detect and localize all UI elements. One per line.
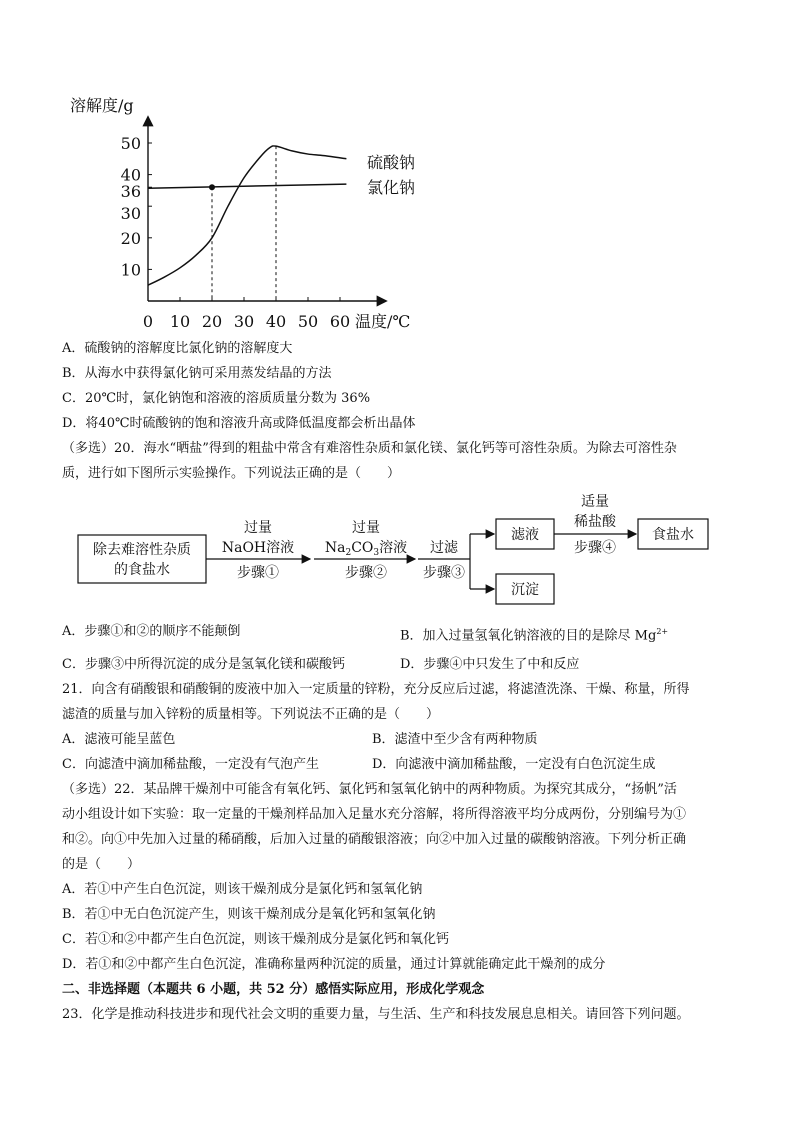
y-tick-label: 10 — [120, 260, 141, 280]
flow-step1-top: 过量 — [244, 520, 272, 536]
flow-step4-top2: 稀盐酸 — [574, 514, 616, 530]
section-2-heading: 二、非选择题（本题共 6 小题，共 52 分）感悟实际应用，形成化学观念 — [62, 982, 485, 997]
legend-sodium-chloride: 氯化钠 — [367, 178, 416, 197]
flow-start-line2: 的食盐水 — [114, 562, 170, 578]
flow-step2-bot: 步骤② — [345, 565, 387, 581]
q22-option-c: C．若①和②中都产生白色沉淀，则该干燥剂成分是氯化钙和氧化钙 — [62, 932, 449, 947]
flow-step3-bot: 步骤③ — [423, 565, 465, 581]
q22-stem-line1: （多选）22．某品牌干燥剂中可能含有氧化钙、氯化钙和氢氧化钠中的两种物质。为探究其成分，“扬帆”活 — [62, 782, 677, 797]
q21-option-c: C．向滤渣中滴加稀盐酸，一定没有气泡产生 — [62, 757, 319, 772]
flow-step2-mid: $Na_2CO_3$溶液 — [324, 540, 408, 558]
q22-stem-line3: 和②。向①中先加入过量的稀硝酸，后加入过量的硝酸银溶液；向②中加入过量的碳酸钠溶液。下列分析正确 — [62, 832, 687, 847]
y-tick-label: 20 — [120, 228, 141, 248]
q22-stem-line4: 的是（ ） — [62, 857, 141, 872]
q22-option-b: B．若①中无白色沉淀产生，则该干燥剂成分是氧化钙和氢氧化钠 — [62, 907, 436, 922]
solubility-chart — [0, 0, 794, 340]
q21-option-d: D．向滤液中滴加稀盐酸，一定没有白色沉淀生成 — [372, 757, 656, 772]
flow-end-label: 食盐水 — [652, 527, 694, 543]
q21-stem-line1: 21．向含有硝酸银和硝酸铜的废液中加入一定质量的锌粉，充分反应后过滤，将滤渣洗涤、干燥、称量，所得 — [62, 682, 690, 697]
y-axis-label: 溶解度/g — [70, 96, 134, 115]
x-tick-label: 0 — [142, 312, 154, 331]
q19-option-a: A．硫酸钠的溶解度比氯化钠的溶解度大 — [62, 341, 293, 356]
x-tick-label: 50 — [297, 312, 319, 331]
series-line-sodium-chloride — [148, 184, 346, 188]
q21-option-a: A．滤液可能呈蓝色 — [62, 732, 176, 747]
y-tick-label: 36 — [120, 182, 141, 202]
flow-step1-mid: NaOH溶液 — [221, 540, 295, 556]
x-tick-label: 10 — [169, 312, 191, 331]
flow-step4-bot: 步骤④ — [574, 540, 616, 556]
y-tick-label: 40 — [120, 165, 141, 185]
legend-sodium-sulfate: 硫酸钠 — [367, 153, 416, 172]
flow-start-line1: 除去难溶性杂质 — [93, 542, 191, 558]
q21-stem-line2: 滤渣的质量与加入锌粉的质量相等。下列说法不正确的是（ ） — [62, 707, 440, 722]
q23-stem: 23．化学是推动科技进步和现代社会文明的重要力量，与生活、生产和科技发展息息相关。请回答下列问题。 — [62, 1007, 690, 1022]
q20-stem-line2: 质，进行如下图所示实验操作。下列说法正确的是（ ） — [62, 466, 401, 481]
flow-step2-top: 过量 — [352, 520, 380, 536]
q20-option-c: C．步骤③中所得沉淀的成分是氢氧化镁和碳酸钙 — [62, 657, 345, 672]
intersection-point — [209, 184, 215, 190]
series-line-sodium-sulfate — [148, 146, 346, 285]
flow-filtrate-label: 滤液 — [511, 527, 539, 543]
x-tick-label: 30 — [233, 312, 255, 331]
flow-step4-top1: 适量 — [581, 494, 609, 510]
x-tick-label: 20 — [201, 312, 223, 331]
q20-stem-line1: （多选）20．海水“晒盐”得到的粗盐中常含有难溶性杂质和氯化镁、氯化钙等可溶性杂质。为除去可溶性杂 — [62, 441, 677, 456]
flow-precip-label: 沉淀 — [511, 582, 539, 598]
q22-option-a: A．若①中产生白色沉淀，则该干燥剂成分是氯化钙和氢氧化钠 — [62, 882, 423, 897]
x-tick-label: 60 — [329, 312, 351, 331]
q19-option-d: D．将40℃时硫酸钠的饱和溶液升高或降低温度都会析出晶体 — [62, 416, 416, 431]
x-axis-label: 温度/℃ — [355, 312, 411, 331]
flow-step3-top: 过滤 — [430, 540, 458, 556]
q20-option-d: D．步骤④中只发生了中和反应 — [400, 657, 580, 672]
x-tick-label: 40 — [265, 312, 287, 331]
q20-option-b: B．加入过量氢氧化钠溶液的目的是除尽 $Mg^{2+}$ — [400, 627, 669, 644]
q20-flowchart — [0, 490, 794, 620]
q19-option-b: B．从海水中获得氯化钠可采用蒸发结晶的方法 — [62, 366, 332, 381]
y-tick-label: 30 — [120, 204, 141, 224]
q22-stem-line2: 动小组设计如下实验：取一定量的干燥剂样品加入足量水充分溶解，将所得溶液平均分成两份，分别编号为① — [62, 807, 687, 822]
q20-option-a: A．步骤①和②的顺序不能颠倒 — [62, 624, 241, 639]
y-tick-label: 50 — [120, 134, 141, 153]
q21-option-b: B．滤渣中至少含有两种物质 — [372, 732, 538, 747]
flow-step1-bot: 步骤① — [237, 565, 279, 581]
q22-option-d: D．若①和②中都产生白色沉淀，准确称量两种沉淀的质量，通过计算就能确定此干燥剂的成分 — [62, 957, 606, 972]
q19-option-c: C．20℃时，氯化钠饱和溶液的溶质质量分数为 36% — [62, 391, 371, 406]
